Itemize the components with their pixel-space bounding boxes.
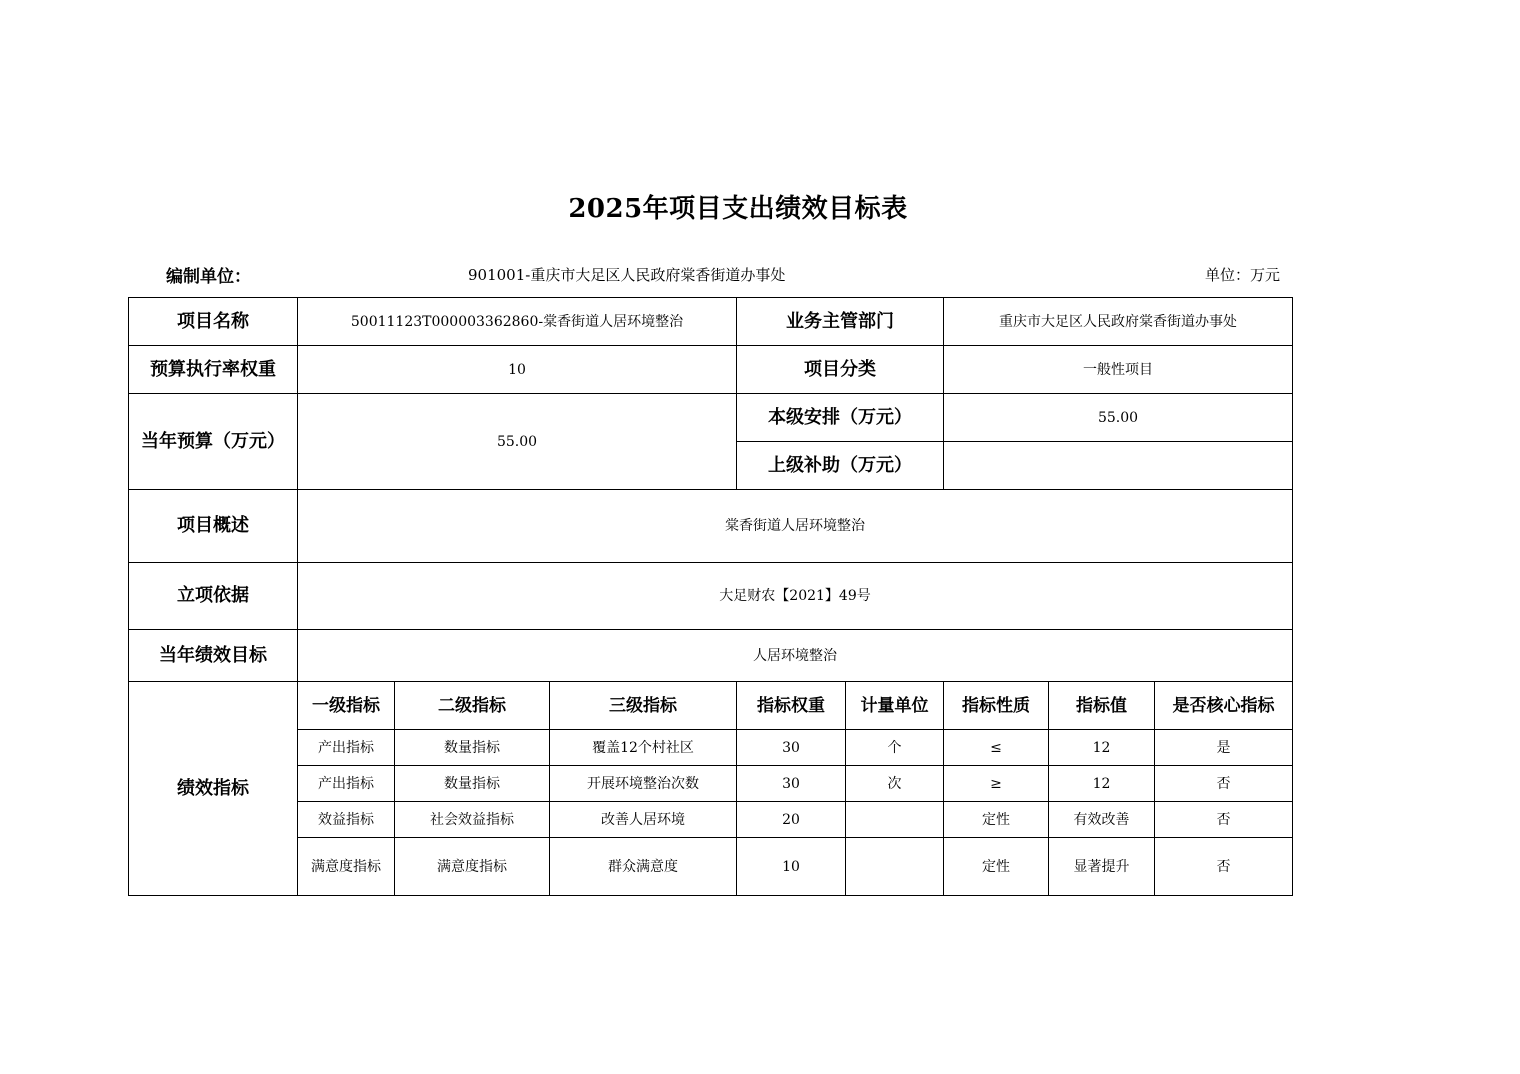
indicator-cell: 社会效益指标 — [395, 802, 550, 838]
upper-label: 上级补助（万元） — [737, 442, 944, 490]
indicator-cell: 效益指标 — [298, 802, 395, 838]
unit-label: 单位：万元 — [1204, 266, 1280, 284]
col-header: 计量单位 — [846, 682, 944, 730]
table-row — [129, 346, 1293, 394]
col-header: 一级指标 — [298, 682, 395, 730]
project-name-value: 50011123T000003362860-棠香街道人居环境整治 — [298, 298, 737, 346]
weight-value: 10 — [298, 346, 737, 394]
budget-value: 55.00 — [298, 394, 737, 490]
indicator-cell: 12 — [1049, 730, 1155, 766]
indicator-cell: 次 — [846, 766, 944, 802]
indicator-cell: 数量指标 — [395, 766, 550, 802]
indicator-cell: 开展环境整治次数 — [550, 766, 737, 802]
col-header: 三级指标 — [550, 682, 737, 730]
basis-value: 大足财农【2021】49号 — [298, 563, 1293, 630]
overview-label: 项目概述 — [129, 490, 298, 563]
table-row — [129, 394, 1293, 442]
indicator-cell: 数量指标 — [395, 730, 550, 766]
col-header: 是否核心指标 — [1155, 682, 1293, 730]
indicator-cell: 否 — [1155, 838, 1293, 896]
indicator-cell: ≥ — [944, 766, 1049, 802]
indicators-label: 绩效指标 — [129, 682, 298, 896]
upper-value — [944, 442, 1293, 490]
indicator-cell: 有效改善 — [1049, 802, 1155, 838]
indicator-header-row — [129, 682, 1293, 730]
indicator-cell: 30 — [737, 766, 846, 802]
indicator-cell — [846, 802, 944, 838]
table-row — [129, 490, 1293, 563]
indicator-cell: 显著提升 — [1049, 838, 1155, 896]
project-name-label: 项目名称 — [129, 298, 298, 346]
indicator-cell: 否 — [1155, 766, 1293, 802]
indicator-cell: 定性 — [944, 802, 1049, 838]
indicator-row — [129, 730, 1293, 766]
dept-label: 业务主管部门 — [737, 298, 944, 346]
indicator-cell — [846, 838, 944, 896]
indicator-cell: 10 — [737, 838, 846, 896]
budget-label: 当年预算（万元） — [129, 394, 298, 490]
goal-label: 当年绩效目标 — [129, 630, 298, 682]
indicator-cell: 产出指标 — [298, 766, 395, 802]
org-value: 901001-重庆市大足区人民政府棠香街道办事处 — [468, 266, 786, 284]
category-value: 一般性项目 — [944, 346, 1293, 394]
org-label: 编制单位： — [166, 267, 251, 287]
indicator-row — [129, 766, 1293, 802]
indicator-cell: 30 — [737, 730, 846, 766]
indicator-cell: 20 — [737, 802, 846, 838]
table-row — [129, 563, 1293, 630]
col-header: 指标权重 — [737, 682, 846, 730]
goal-value: 人居环境整治 — [298, 630, 1293, 682]
weight-label: 预算执行率权重 — [129, 346, 298, 394]
indicator-cell: 改善人居环境 — [550, 802, 737, 838]
indicator-cell: 个 — [846, 730, 944, 766]
local-value: 55.00 — [944, 394, 1293, 442]
category-label: 项目分类 — [737, 346, 944, 394]
table-row — [129, 630, 1293, 682]
indicator-cell: ≤ — [944, 730, 1049, 766]
indicator-cell: 12 — [1049, 766, 1155, 802]
indicator-cell: 产出指标 — [298, 730, 395, 766]
indicator-cell: 是 — [1155, 730, 1293, 766]
indicator-cell: 满意度指标 — [395, 838, 550, 896]
performance-table — [128, 297, 1293, 896]
indicator-cell: 满意度指标 — [298, 838, 395, 896]
basis-label: 立项依据 — [129, 563, 298, 630]
indicator-cell: 否 — [1155, 802, 1293, 838]
overview-value: 棠香街道人居环境整治 — [298, 490, 1293, 563]
local-label: 本级安排（万元） — [737, 394, 944, 442]
indicator-cell: 覆盖12个村社区 — [550, 730, 737, 766]
indicator-row — [129, 838, 1293, 896]
dept-value: 重庆市大足区人民政府棠香街道办事处 — [944, 298, 1293, 346]
header-meta — [128, 262, 1292, 286]
col-header: 二级指标 — [395, 682, 550, 730]
indicator-cell: 定性 — [944, 838, 1049, 896]
table-row — [129, 298, 1293, 346]
col-header: 指标值 — [1049, 682, 1155, 730]
page-title: 2025年项目支出绩效目标表 — [568, 194, 908, 224]
indicator-cell: 群众满意度 — [550, 838, 737, 896]
indicator-row — [129, 802, 1293, 838]
col-header: 指标性质 — [944, 682, 1049, 730]
